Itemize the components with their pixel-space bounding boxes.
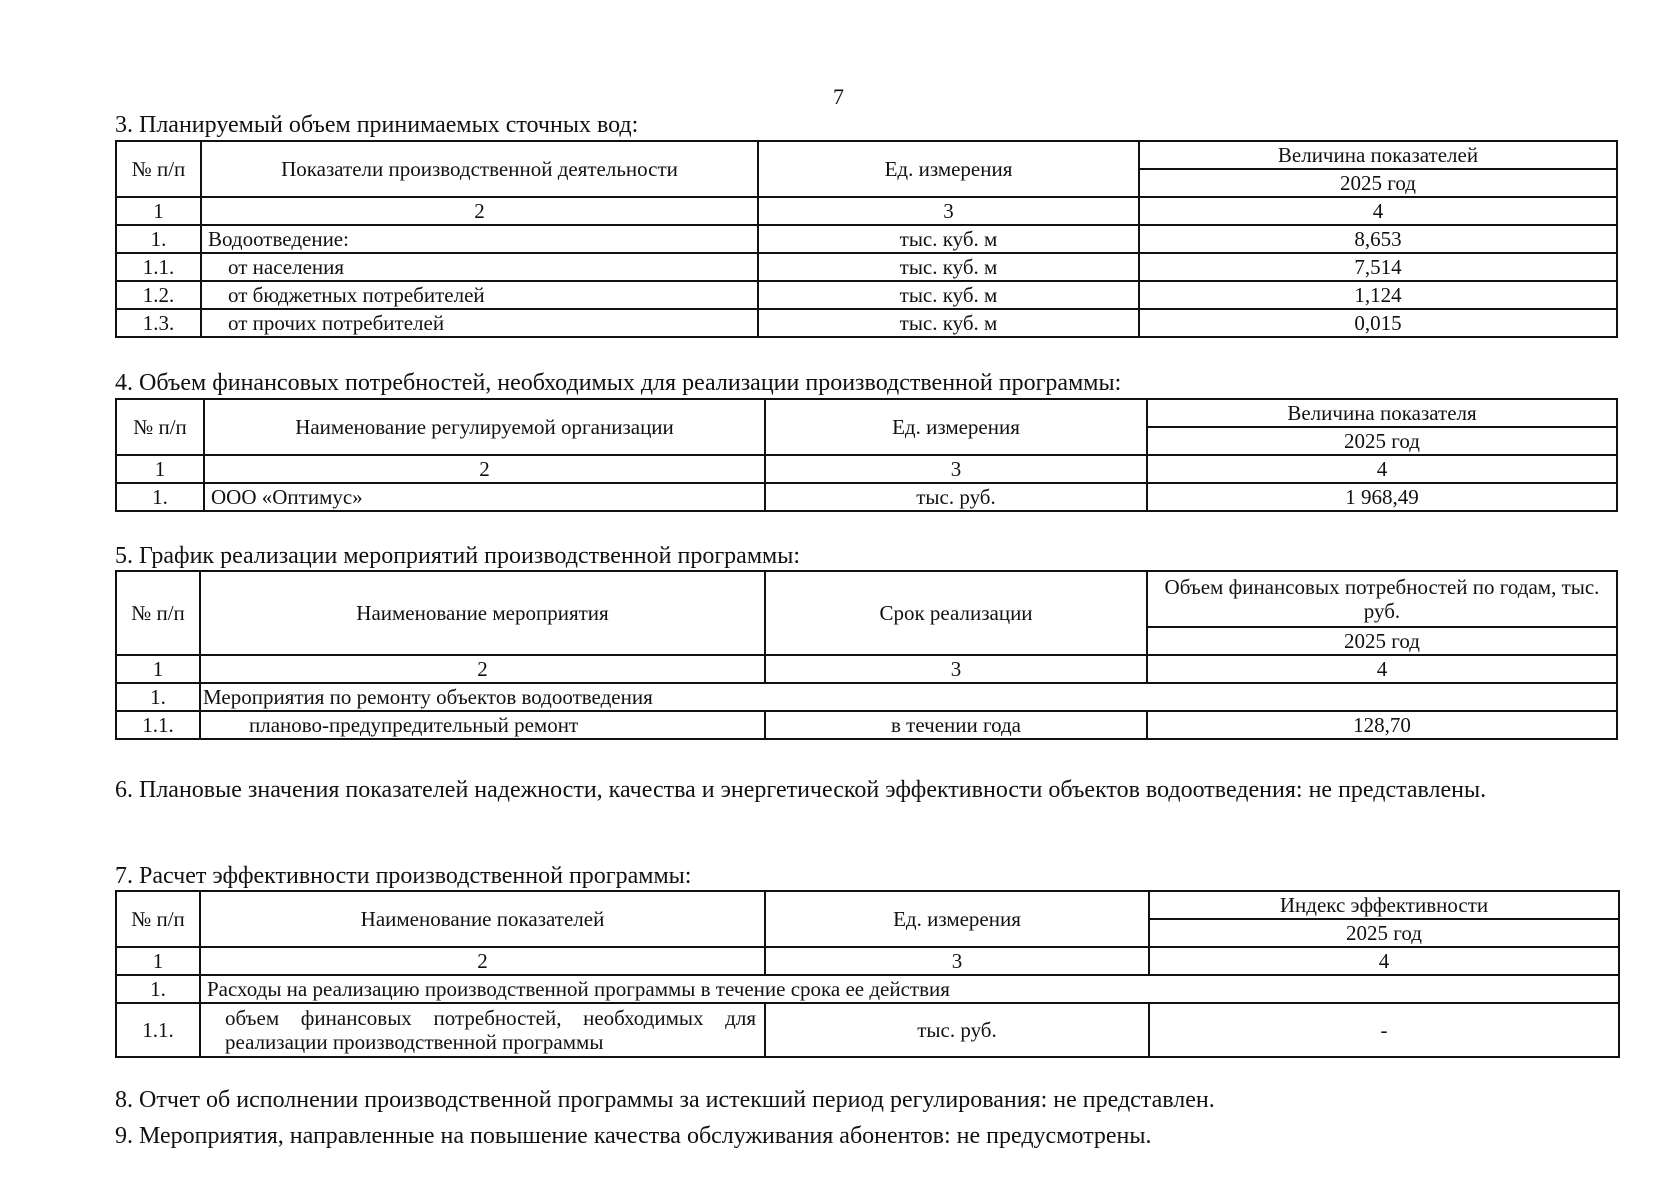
index-cell: 4 (1147, 455, 1617, 483)
table-row (116, 281, 1617, 309)
row-num: 1. (116, 683, 200, 711)
row-name: объем финансовых потребностей, необходимых для реализации производственной программы (200, 1003, 765, 1057)
index-cell: 1 (116, 947, 200, 975)
header-term: Срок реализации (765, 571, 1147, 655)
column-index-row (116, 655, 1617, 683)
row-unit: тыс. руб. (765, 1003, 1149, 1057)
row-name: Мероприятия по ремонту объектов водоотведения (200, 683, 1617, 711)
row-value: 1,124 (1139, 281, 1617, 309)
row-unit: тыс. руб. (765, 483, 1147, 511)
index-cell: 2 (200, 655, 765, 683)
index-cell: 2 (204, 455, 765, 483)
index-cell: 3 (765, 947, 1149, 975)
column-index-row (116, 197, 1617, 225)
row-name: от населения (201, 253, 758, 281)
header-num: № п/п (116, 141, 201, 197)
header-value: Объем финансовых потребностей по годам, тыс. руб. (1147, 571, 1617, 627)
header-unit: Ед. измерения (758, 141, 1139, 197)
index-cell: 3 (758, 197, 1139, 225)
header-num: № п/п (116, 571, 200, 655)
row-name: ООО «Оптимус» (204, 483, 765, 511)
efficiency-table (115, 890, 1620, 1058)
index-cell: 4 (1149, 947, 1619, 975)
index-cell: 2 (200, 947, 765, 975)
wastewater-volume-table (115, 140, 1618, 338)
column-index-row (116, 947, 1619, 975)
header-name: Показатели производственной деятельности (201, 141, 758, 197)
row-num: 1.2. (116, 281, 201, 309)
row-num: 1. (116, 483, 204, 511)
row-unit: тыс. куб. м (758, 225, 1139, 253)
row-num: 1. (116, 225, 201, 253)
row-name: от бюджетных потребителей (201, 281, 758, 309)
header-year: 2025 год (1149, 919, 1619, 947)
section-5-title: 5. График реализации мероприятий производственной программы: (115, 543, 800, 569)
group-row (116, 683, 1617, 711)
header-unit: Ед. измерения (765, 891, 1149, 947)
row-num: 1. (116, 975, 200, 1003)
table-row (116, 253, 1617, 281)
header-num: № п/п (116, 891, 200, 947)
row-unit: тыс. куб. м (758, 253, 1139, 281)
header-year: 2025 год (1147, 427, 1617, 455)
header-num: № п/п (116, 399, 204, 455)
row-value: 8,653 (1139, 225, 1617, 253)
row-num: 1.1. (116, 253, 201, 281)
header-value: Индекс эффективности (1149, 891, 1619, 919)
table-row (116, 711, 1617, 739)
index-cell: 1 (116, 197, 201, 225)
row-value: 128,70 (1147, 711, 1617, 739)
section-8-text: 8. Отчет об исполнении производственной программы за истекший период регулирования: не представлен. (115, 1087, 1215, 1113)
header-value: Величина показателей (1139, 141, 1617, 169)
header-value: Величина показателя (1147, 399, 1617, 427)
header-name: Наименование мероприятия (200, 571, 765, 655)
section-9-text: 9. Мероприятия, направленные на повышение качества обслуживания абонентов: не предусмотрены. (115, 1123, 1152, 1149)
row-num: 1.3. (116, 309, 201, 337)
index-cell: 1 (116, 455, 204, 483)
row-value: 0,015 (1139, 309, 1617, 337)
table-row (116, 309, 1617, 337)
index-cell: 3 (765, 655, 1147, 683)
header-name: Наименование показателей (200, 891, 765, 947)
row-value: - (1149, 1003, 1619, 1057)
row-value: 1 968,49 (1147, 483, 1617, 511)
index-cell: 2 (201, 197, 758, 225)
row-name: Расходы на реализацию производственной программы в течение срока ее действия (200, 975, 1619, 1003)
row-num: 1.1. (116, 711, 200, 739)
group-row (116, 975, 1619, 1003)
table-row (116, 1003, 1619, 1057)
financial-needs-table (115, 398, 1618, 512)
row-value: 7,514 (1139, 253, 1617, 281)
section-6-text: 6. Плановые значения показателей надежности, качества и энергетической эффективности объектов водоотведения: не представлены. (115, 777, 1487, 803)
table-row (116, 483, 1617, 511)
index-cell: 4 (1147, 655, 1617, 683)
section-4-title: 4. Объем финансовых потребностей, необходимых для реализации производственной программы: (115, 370, 1122, 396)
row-unit: тыс. куб. м (758, 281, 1139, 309)
header-year: 2025 год (1147, 627, 1617, 655)
row-name: Водоотведение: (201, 225, 758, 253)
section-7-title: 7. Расчет эффективности производственной программы: (115, 863, 692, 889)
row-name: от прочих потребителей (201, 309, 758, 337)
page-number: 7 (833, 84, 844, 109)
row-unit: тыс. куб. м (758, 309, 1139, 337)
column-index-row (116, 455, 1617, 483)
header-year: 2025 год (1139, 169, 1617, 197)
header-name: Наименование регулируемой организации (204, 399, 765, 455)
row-name: планово-предупредительный ремонт (200, 711, 765, 739)
index-cell: 4 (1139, 197, 1617, 225)
index-cell: 3 (765, 455, 1147, 483)
table-row (116, 225, 1617, 253)
header-unit: Ед. измерения (765, 399, 1147, 455)
row-num: 1.1. (116, 1003, 200, 1057)
row-term: в течении года (765, 711, 1147, 739)
schedule-table (115, 570, 1618, 740)
section-3-title: 3. Планируемый объем принимаемых сточных вод: (115, 112, 639, 138)
index-cell: 1 (116, 655, 200, 683)
